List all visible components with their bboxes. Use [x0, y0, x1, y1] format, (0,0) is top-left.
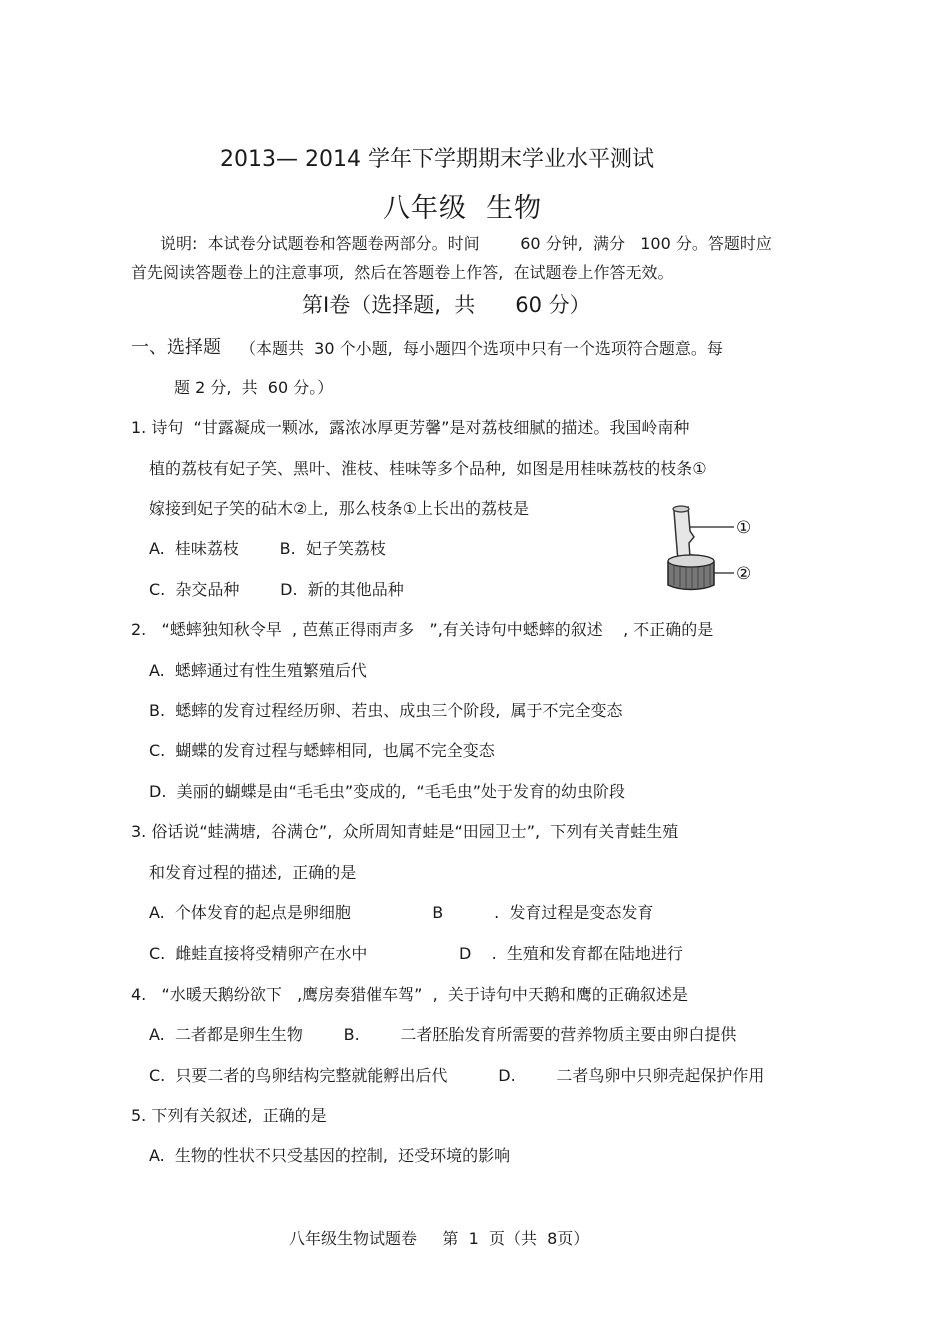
question-4-stem: 4. “水暖天鹅纷欲下 ,鹰房奏猎催车驾” , 关于诗句中天鹅和鹰的正确叙述是	[131, 985, 688, 1004]
part-description-2: 题 2 分, 共 60 分。）	[174, 378, 334, 397]
question-3-line-1: 3. 俗话说“蛙满塘, 谷满仓”, 众所周知青蛙是“田园卫士”, 下列有关青蛙生殖	[131, 822, 679, 841]
label-2: ②	[736, 564, 752, 584]
question-5-option-a: A. 生物的性状不只受基因的控制, 还受环境的影响	[149, 1146, 511, 1165]
question-3-option-cd: C. 雌蛙直接将受精卵产在水中 D . 生殖和发育都在陆地进行	[149, 944, 683, 963]
question-1-option-cd: C. 杂交品种 D. 新的其他品种	[149, 580, 404, 599]
question-4-option-ab: A. 二者都是卵生生物 B. 二者胚胎发育所需要的营养物质主要由卵白提供	[149, 1025, 737, 1044]
question-2-option-c: C. 蝴蝶的发育过程与蟋蟀相同, 也属不完全变态	[149, 741, 495, 760]
question-2-stem: 2. “蟋蟀独知秋令早 , 芭蕉正得雨声多 ”,有关诗句中蟋蟀的叙述 , 不正确的是	[131, 620, 714, 639]
question-1-line-2: 植的荔枝有妃子笑、黑叶、淮枝、桂味等多个品种, 如图是用桂味荔枝的枝条①	[149, 459, 707, 478]
scion-top	[673, 506, 689, 512]
section-title: 第Ⅰ卷（选择题, 共 60 分）	[302, 293, 591, 317]
question-4-option-cd: C. 只要二者的鸟卵结构完整就能孵出后代 D. 二者鸟卵中只卵壳起保护作用	[149, 1066, 765, 1085]
exam-subtitle: 八年级 生物	[383, 193, 543, 224]
part-label: 一、选择题	[131, 337, 221, 358]
question-1-line-3: 嫁接到妃子笑的砧木②上, 那么枝条①上长出的荔枝是	[149, 499, 529, 518]
question-2-option-b: B. 蟋蟀的发育过程经历卵、若虫、成虫三个阶段, 属于不完全变态	[149, 701, 623, 720]
rootstock-top	[668, 555, 714, 567]
instructions-line-2: 首先阅读答题卷上的注意事项, 然后在答题卷上作答, 在试题卷上作答无效。	[131, 263, 674, 282]
question-1-line-1: 1. 诗句 “甘露凝成一颗冰, 露浓冰厚更芳馨”是对荔枝细腻的描述。我国岭南种	[131, 418, 690, 437]
question-3-line-2: 和发育过程的描述, 正确的是	[149, 863, 357, 882]
question-5-stem: 5. 下列有关叙述, 正确的是	[131, 1106, 327, 1125]
scion-branch	[674, 507, 694, 561]
label-1: ①	[736, 518, 752, 538]
page-footer: 八年级生物试题卷 第 1 页（共 8页）	[289, 1229, 590, 1248]
instructions-line-1: 说明: 本试卷分试题卷和答题卷两部分。时间 60 分钟, 满分 100 分。答题时应	[160, 234, 772, 253]
question-3-option-ab: A. 个体发育的起点是卵细胞 B . 发育过程是变态发育	[149, 903, 654, 922]
question-2-option-a: A. 蟋蟀通过有性生殖繁殖后代	[149, 661, 367, 680]
exam-title: 2013— 2014 学年下学期期末学业水平测试	[220, 147, 654, 172]
question-1-option-ab: A. 桂味荔枝 B. 妃子笑荔枝	[149, 539, 386, 558]
part-description-1: （本题共 30 个小题, 每小题四个选项中只有一个选项符合题意。每	[240, 339, 723, 358]
question-2-option-d: D. 美丽的蝴蝶是由“毛毛虫”变成的, “毛毛虫”处于发育的幼虫阶段	[149, 782, 625, 801]
grafting-diagram	[662, 497, 802, 597]
